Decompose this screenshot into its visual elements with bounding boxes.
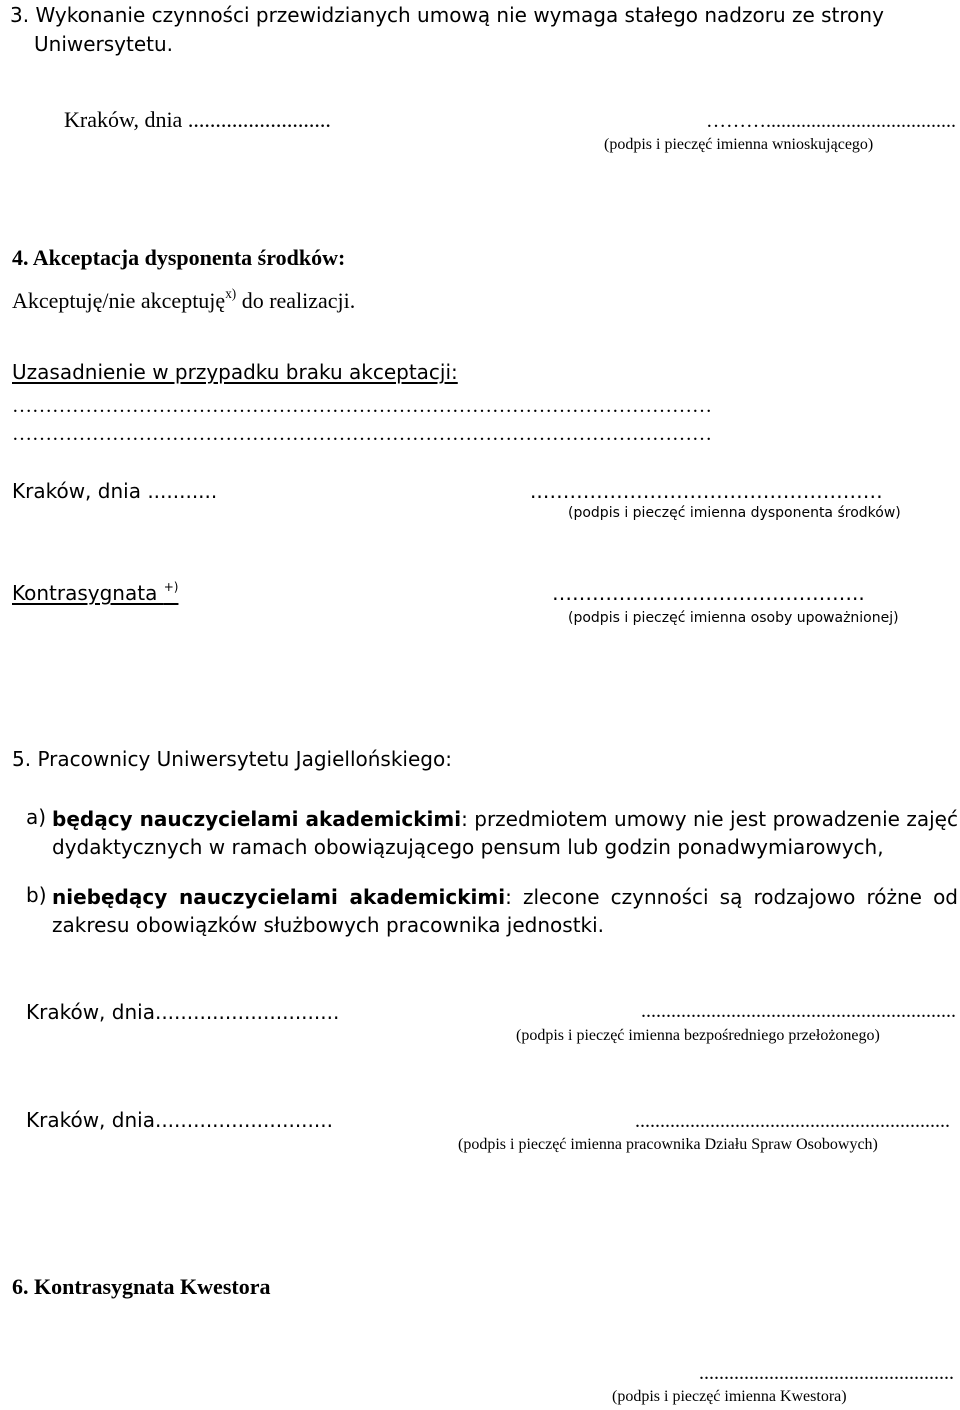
signature-caption: (podpis i pieczęć imienna dysponenta środków): [568, 505, 901, 521]
footnote-marker: x): [225, 286, 237, 302]
place-date-field[interactable]: Kraków, dnia.............................: [26, 1000, 340, 1024]
section-4-heading: 4. Akceptacja dysponenta środków:: [12, 245, 346, 270]
countersign-label: Kontrasygnata +): [12, 580, 179, 605]
signature-caption: (podpis i pieczęć imienna osoby upoważnionej): [568, 610, 899, 626]
signature-line[interactable]: ………………………………………..: [552, 581, 865, 605]
place-date-field[interactable]: Kraków, dnia............................: [26, 1108, 333, 1132]
list-item-bold: będący nauczycielami akademickimi: [52, 807, 462, 831]
place-date-field[interactable]: Kraków, dnia ..........................: [64, 107, 331, 132]
acceptance-tail: do realizacji.: [236, 288, 356, 313]
signature-line[interactable]: ..……………………………………………: [530, 479, 883, 503]
signature-line[interactable]: ...................................................: [699, 1362, 954, 1384]
list-marker: a): [26, 805, 47, 829]
list-marker: b): [26, 883, 47, 907]
signature-line[interactable]: ...............................................................: [641, 1000, 956, 1022]
signature-caption: (podpis i pieczęć imienna Kwestora): [612, 1388, 847, 1405]
footnote-marker: +): [163, 580, 179, 594]
list-item-bold: niebędący nauczycielami akademickimi: [52, 885, 506, 909]
list-item: [52, 805, 958, 861]
dotted-fill-line[interactable]: ……………………………………………………………………………………………: [12, 423, 712, 445]
list-item: [52, 883, 958, 939]
acceptance-statement: [12, 288, 355, 314]
signature-caption: (podpis i pieczęć imienna pracownika Działu Spraw Osobowych): [458, 1136, 878, 1153]
section-5-heading: 5. Pracownicy Uniwersytetu Jagiellońskiego:: [12, 747, 452, 771]
section-3-heading-continued: Uniwersytetu.: [34, 32, 174, 56]
signature-line[interactable]: ...............................................................: [635, 1110, 950, 1132]
signature-caption: (podpis i pieczęć imienna wnioskującego): [604, 136, 874, 153]
list-item-text: : przedmiotem umowy nie jest prowadzenie zajęć dydaktycznych w ramach obowiązującego pensum lub godzin ponadwymiarowych,: [52, 807, 958, 859]
section-6-heading: 6. Kontrasygnata Kwestora: [12, 1274, 271, 1299]
list-item-text: : zlecone czynności są rodzajowo różne od zakresu obowiązków służbowych pracownika jednostki.: [52, 885, 958, 937]
section-3-heading: 3. Wykonanie czynności przewidzianych umową nie wymaga stałego nadzoru ze strony: [10, 3, 884, 27]
signature-caption: (podpis i pieczęć imienna bezpośredniego przełożonego): [516, 1027, 880, 1044]
signature-line[interactable]: ………......................................: [706, 110, 956, 132]
dotted-fill-line[interactable]: ……………………………………………………………………………………………: [12, 395, 712, 417]
justification-label: Uzasadnienie w przypadku braku akceptacji:: [12, 360, 458, 384]
acceptance-text[interactable]: Akceptuję/nie akceptuję: [12, 288, 226, 313]
place-date-field[interactable]: Kraków, dnia ...........: [12, 479, 218, 503]
